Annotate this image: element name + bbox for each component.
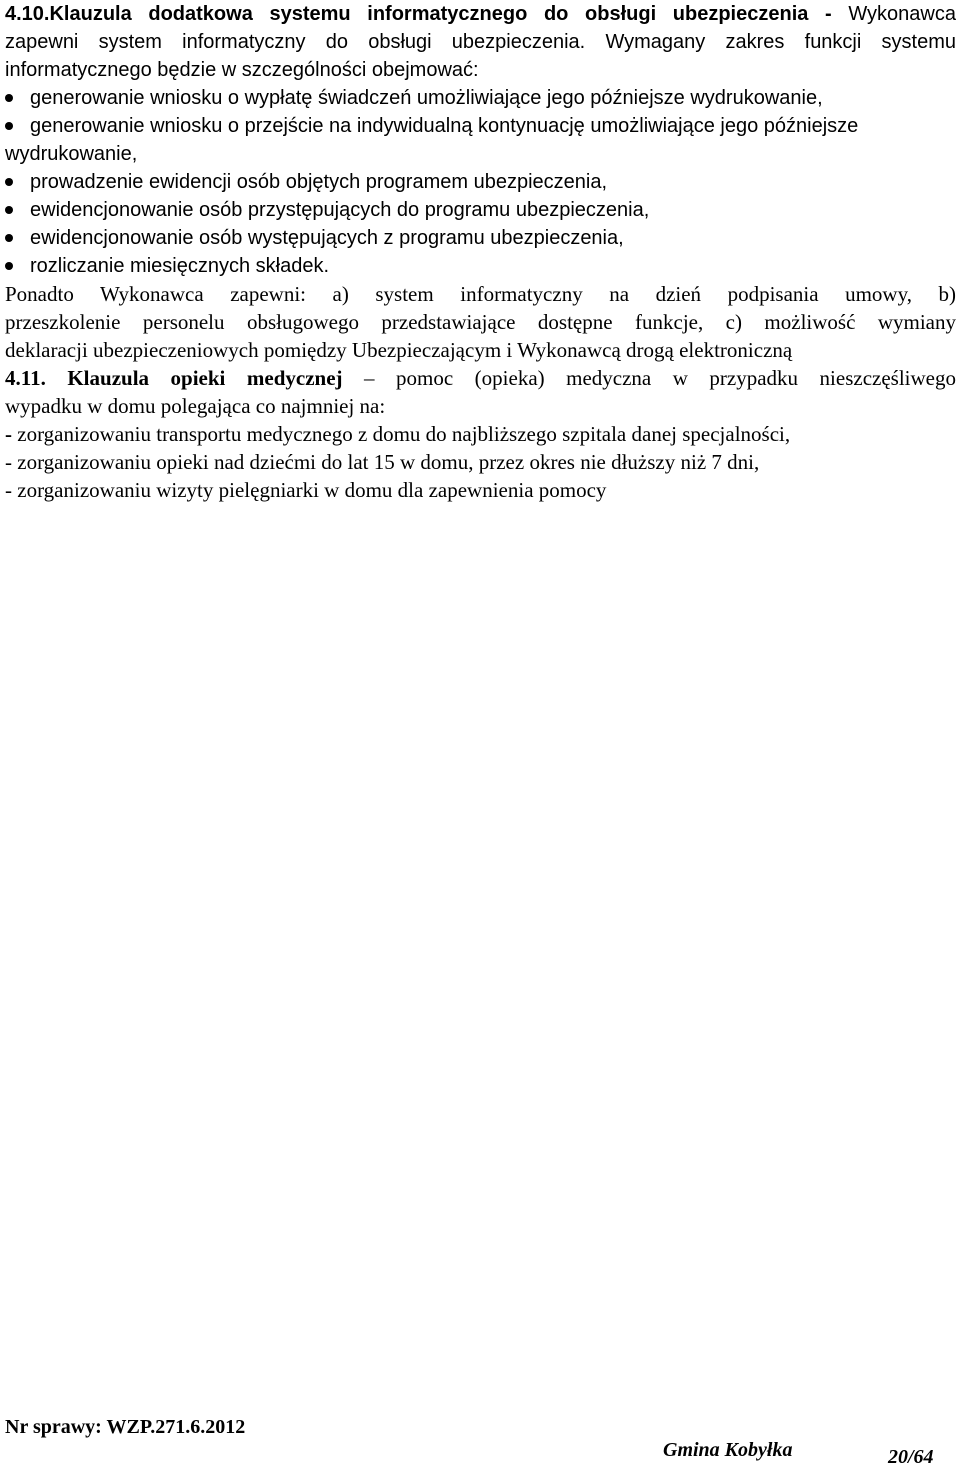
bullet-text: prowadzenie ewidencji osób objętych programem ubezpieczenia, xyxy=(30,171,608,193)
section-411-line-2: wypadku w domu polegająca co najmniej na: xyxy=(5,394,386,418)
dash-item xyxy=(5,476,956,504)
bullet-continuation: wydrukowanie, xyxy=(5,143,138,165)
dash-item-text: zorganizowaniu wizyty pielęgniarki w domu dla zapewnienia pomocy xyxy=(17,478,607,502)
section-410-para-line-2: przeszkolenie personelu obsługowego przedstawiające dostępne funkcje, c) możliwość wymiany xyxy=(5,310,956,334)
bullet-item xyxy=(5,84,956,112)
section-411-heading-rest: – pomoc (opieka) medyczna w przypadku nieszczęśliwego xyxy=(342,366,956,390)
dash-marker: - xyxy=(5,478,12,502)
bullet-dot-icon xyxy=(5,122,13,130)
dash-item-text: zorganizowaniu transportu medycznego z domu do najbliższego szpitala danej specjalności, xyxy=(17,422,791,446)
dash-item xyxy=(5,448,956,476)
bullet-dot-icon xyxy=(5,94,13,102)
section-410-para-line-3: deklaracji ubezpieczeniowych pomiędzy Ubezpieczającym i Wykonawcą drogą elektroniczną xyxy=(5,338,793,362)
bullet-text: ewidencjonowanie osób przystępujących do programu ubezpieczenia, xyxy=(30,199,650,221)
footer-page-number: 20/64 xyxy=(888,1446,934,1468)
bullet-item xyxy=(5,112,956,140)
footer-organization: Gmina Kobyłka xyxy=(663,1439,793,1461)
document-body xyxy=(5,0,956,504)
section-410-line-2: zapewni system informatyczny do obsługi ubezpieczenia. Wymagany zakres funkcji systemu xyxy=(5,31,956,53)
bullet-dot-icon xyxy=(5,206,13,214)
bullet-dot-icon xyxy=(5,234,13,242)
bullet-text: rozliczanie miesięcznych składek. xyxy=(30,255,330,277)
dash-item-text: zorganizowaniu opieki nad dziećmi do lat 15 w domu, przez okres nie dłuższy niż 7 dni, xyxy=(17,450,760,474)
dash-marker: - xyxy=(5,422,12,446)
section-411-title: Klauzula opieki medycznej xyxy=(67,366,343,390)
section-411-heading-line xyxy=(5,364,956,392)
footer-case-number: Nr sprawy: WZP.271.6.2012 xyxy=(5,1416,246,1438)
section-410-para-line-1: Ponadto Wykonawca zapewni: a) system informatyczny na dzień podpisania umowy, b) xyxy=(5,282,956,306)
bullet-item xyxy=(5,252,956,280)
bullet-item xyxy=(5,168,956,196)
dash-item xyxy=(5,420,956,448)
section-411-number: 4.11. xyxy=(5,366,46,390)
bullet-text: generowanie wniosku o przejście na indywidualną kontynuację umożliwiające jego późniejsze xyxy=(30,115,859,137)
bullet-item xyxy=(5,224,956,252)
bullet-dot-icon xyxy=(5,262,13,270)
bullet-item xyxy=(5,196,956,224)
bullet-text: generowanie wniosku o wypłatę świadczeń umożliwiające jego późniejsze wydrukowanie, xyxy=(30,87,823,109)
dash-marker: - xyxy=(5,450,12,474)
bullet-dot-icon xyxy=(5,178,13,186)
bullet-text: ewidencjonowanie osób występujących z programu ubezpieczenia, xyxy=(30,227,624,249)
section-410-title: Klauzula dodatkowa systemu informatycznego do obsługi ubezpieczenia - xyxy=(49,3,832,25)
section-410-number: 4.10. xyxy=(5,3,50,25)
section-410-line-3: informatycznego będzie w szczególności obejmować: xyxy=(5,59,479,81)
section-410-heading-line xyxy=(5,0,956,28)
section-410-heading-rest: Wykonawca xyxy=(848,3,956,25)
